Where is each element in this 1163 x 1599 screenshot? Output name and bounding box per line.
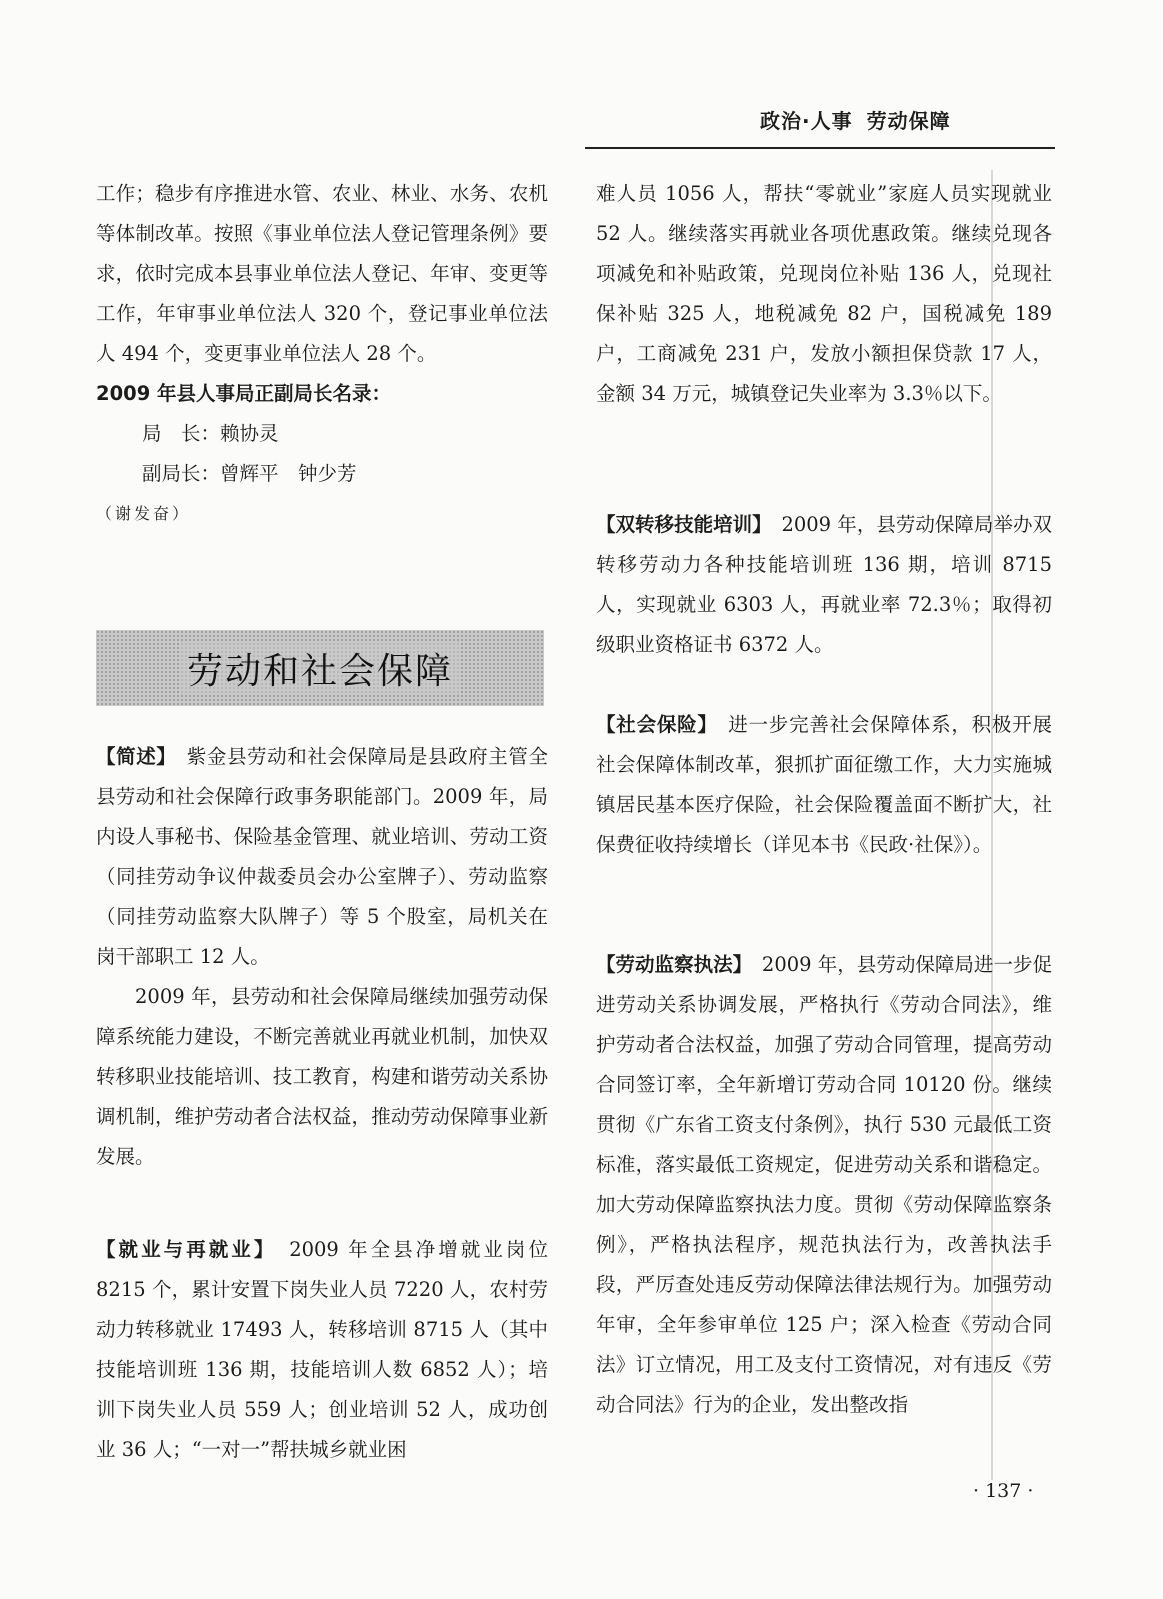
training-section (596, 505, 1052, 665)
inspection-text: 2009 年，县劳动保障局进一步促进劳动关系协调发展，严格执行《劳动合同法》，维护劳动者合法权益，加强了劳动合同管理，提高劳动合同签订率，全年新增订劳动合同 10120 份。继续贯彻《广东省工资支付条例》，执行 530 元最低工资标准，落实最低工资规定，促进劳动关系和谐稳定。加大劳动保障监察执法力度。贯彻《劳动保障监察条例》，严格执法程序，规范执法行为，改善执法手段，严厉查处违反劳动保障法律法规行为。加强劳动年审，全年参审单位 125 户；深入检查《劳动合同法》订立情况，用工及支付工资情况，对有违反《劳动合同法》行为的企业，发出整改指 (596, 953, 1052, 1416)
section-title: 劳动和社会保障 (181, 643, 459, 694)
insurance-text: 进一步完善社会保障体系，积极开展社会保障体制改革，狠抓扩面征缴工作，大力实施城镇居民基本医疗保险，社会保险覆盖面不断扩大，社保费征收持续增长（详见本书《民政·社保》）。 (596, 713, 1052, 856)
roster-deputy: 副局长：曾辉平 钟少芳 (142, 462, 357, 485)
running-header (760, 105, 951, 134)
training-text: 2009 年，县劳动保障局举办双转移劳动力各种技能培训班 136 期，培训 8715 人，实现就业 6303 人，再就业率 72.3％；取得初级职业资格证书 6372 人。 (596, 513, 1052, 656)
overview-section (96, 737, 548, 1177)
overview-text: 紫金县劳动和社会保障局是县政府主管全县劳动和社会保障行政事务职能部门。2009 年，局内设人事秘书、保险基金管理、就业培训、劳动工资（同挂劳动争议仲裁委员会办公室牌子）、劳动监察（同挂劳动监察大队牌子）等 5 个股室，局机关在岗干部职工 12 人。 (96, 745, 548, 968)
roster-title: 2009 年县人事局正副局长名录： (96, 382, 392, 405)
header-rule (585, 147, 1055, 149)
employment-lead: 【就业与再就业】 (96, 1238, 267, 1261)
employment-paragraph (96, 1230, 548, 1470)
inspection-paragraph (596, 945, 1052, 1425)
training-paragraph (596, 505, 1052, 665)
overview-paragraph-2: 2009 年，县劳动和社会保障局继续加强劳动保障系统能力建设，不断完善就业再就业机制，加快双转移职业技能培训、技工教育，构建和谐劳动关系协调机制，维护劳动者合法权益，推动劳动保障事业新发展。 (96, 985, 548, 1168)
section-banner (96, 630, 544, 706)
personnel-section-tail (96, 174, 548, 534)
employment-text: 2009 年全县净增就业岗位 8215 个，累计安置下岗失业人员 7220 人，农村劳动力转移就业 17493 人，转移培训 8715 人（其中技能培训班 136 期，技能培训人数 6852 人）；培训下岗失业人员 559 人；创业培训 52 人，成功创业 36 人；“一对一”帮扶城乡就业困 (96, 1238, 548, 1461)
personnel-paragraph: 工作；稳步有序推进水管、农业、林业、水务、农机等体制改革。按照《事业单位法人登记管理条例》要求，依时完成本县事业单位法人登记、年审、变更等工作，年审事业单位法人 320 个，登记事业单位法人 494 个，变更事业单位法人 28 个。 (96, 182, 548, 365)
header-subsection: 劳动保障 (866, 109, 951, 133)
insurance-section (596, 705, 1052, 865)
insurance-lead: 【社会保险】 (596, 713, 708, 736)
header-section: 政治·人事 (760, 109, 853, 133)
roster-director: 局 长：赖协灵 (142, 422, 279, 445)
insurance-paragraph (596, 705, 1052, 865)
author-credit: （谢发奋） (96, 504, 192, 523)
employment-continued-paragraph: 难人员 1056 人，帮扶“零就业”家庭人员实现就业 52 人。继续落实再就业各项优惠政策。继续兑现各项减免和补贴政策，兑现岗位补贴 136 人，兑现社保补贴 325 人，地税减免 82 户，国税减免 189 户，工商减免 231 户，发放小额担保贷款 17 人，金额 34 万元，城镇登记失业率为 3.3％以下。 (596, 182, 1052, 405)
employment-continued (596, 174, 1052, 414)
page-number: · 137 · (973, 1480, 1034, 1502)
overview-lead: 【简述】 (96, 745, 167, 768)
training-lead: 【双转移技能培训】 (596, 513, 762, 536)
employment-section (96, 1230, 548, 1470)
overview-paragraph (96, 737, 548, 977)
inspection-section (596, 945, 1052, 1425)
inspection-lead: 【劳动监察执法】 (596, 953, 743, 976)
